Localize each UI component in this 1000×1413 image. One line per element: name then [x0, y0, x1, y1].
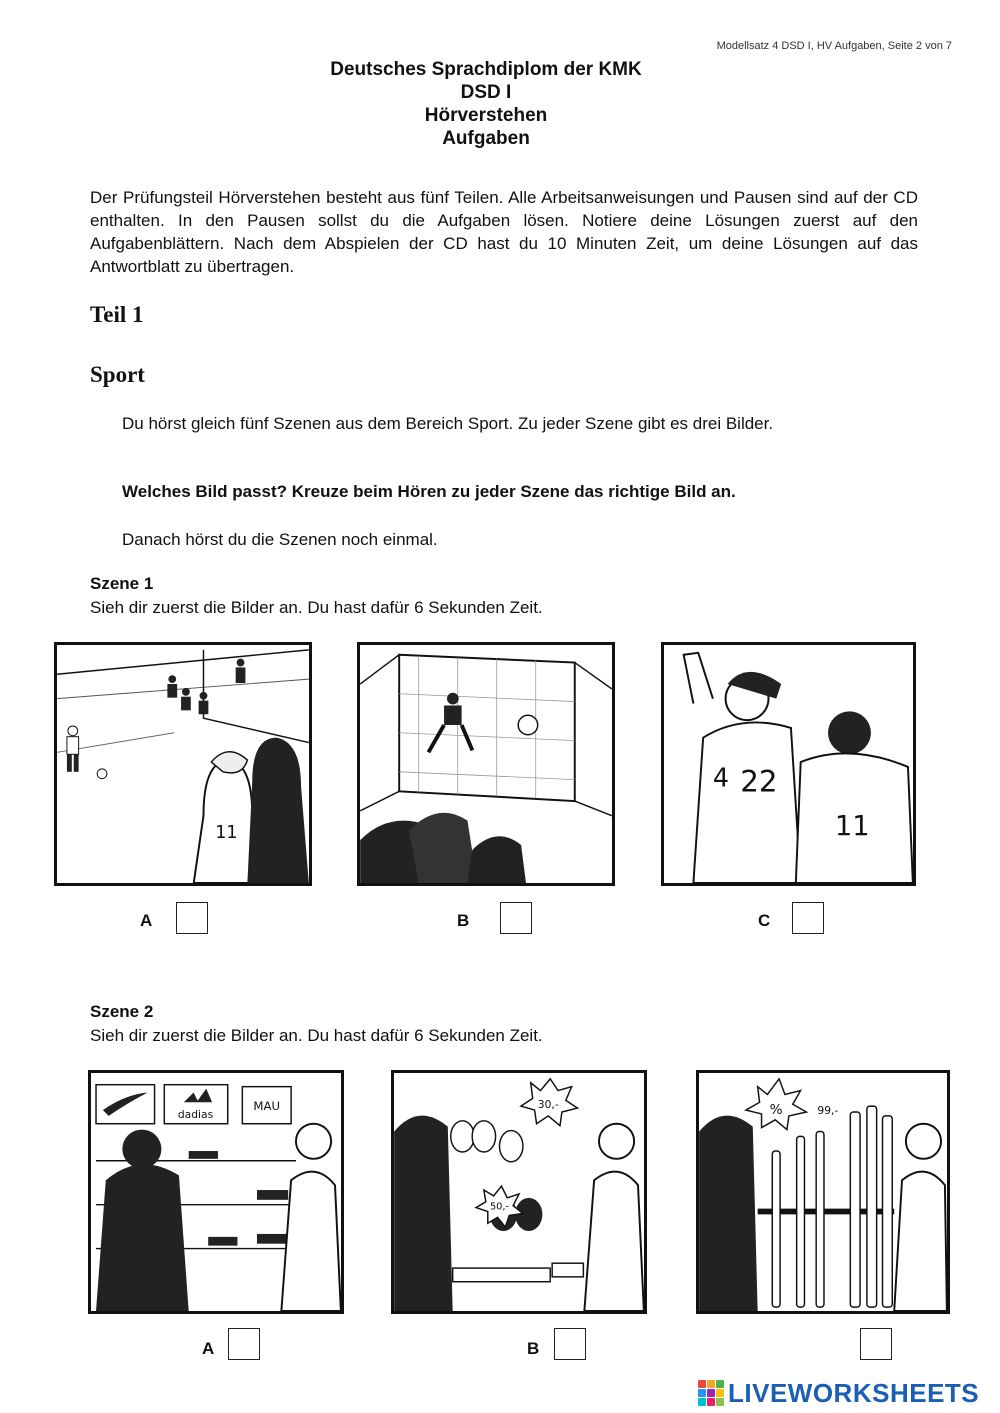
scene-2-option-a-checkbox[interactable]: [228, 1328, 260, 1360]
shoe-shop-illustration: [91, 1073, 341, 1311]
svg-text:4: 4: [712, 762, 730, 793]
title-line-1: Deutsches Sprachdiplom der KMK: [330, 59, 642, 80]
title-line-3: Hörverstehen: [424, 105, 548, 126]
scene-2-option-c-checkbox[interactable]: [860, 1328, 892, 1360]
svg-text:11: 11: [215, 823, 238, 844]
scene-1-option-c-checkbox[interactable]: [792, 902, 824, 934]
task-instruction: Welches Bild passt? Kreuze beim Hören zu jeder Szene das richtige Bild an.: [122, 482, 736, 501]
scene-2-option-b-checkbox[interactable]: [554, 1328, 586, 1360]
logo-grid-icon: [698, 1380, 724, 1406]
instruction-text: Du hörst gleich fünf Szenen aus dem Bereich Sport. Zu jeder Szene gibt es drei Bilder.: [122, 414, 774, 433]
scene-2-picture-c: [696, 1070, 950, 1314]
title-block: [0, 58, 972, 150]
scene-1-picture-b: [357, 642, 615, 886]
soccer-free-kick-illustration: [57, 645, 309, 883]
intro-paragraph: Der Prüfungsteil Hörverstehen besteht aus fünf Teilen. Alle Arbeitsanweisungen und Pausen sind auf der CD enthalten. In den Pausen sollst du die Aufgaben lösen. Notiere deine Lösungen zuerst auf den Aufgabenblättern. Nach dem Abspielen der CD hast du 10 Minuten Zeit, um deine Lösungen auf das Antwortblatt zu übertragen.: [90, 188, 918, 276]
scene-2-option-a-label: A: [202, 1339, 215, 1358]
scene-1-picture-a: [54, 642, 312, 886]
logo-text: LIVEWORKSHEETS: [728, 1377, 980, 1408]
topic-heading: Sport: [90, 362, 145, 387]
liveworksheets-logo: [698, 1378, 979, 1408]
repeat-note: Danach hörst du die Szenen noch einmal.: [122, 530, 438, 549]
scene-1-picture-c: [661, 642, 916, 886]
scene-2-option-b-label: B: [527, 1339, 540, 1358]
price-tag-1: 30,-: [537, 1098, 559, 1112]
shop-sign-b: MAU: [253, 1099, 281, 1114]
svg-text:22: 22: [740, 764, 778, 799]
scene-2-picture-a: [88, 1070, 344, 1314]
ski-shop-illustration: [699, 1073, 947, 1311]
scene-1-option-c-label: C: [758, 911, 771, 930]
scene-1-option-b-label: B: [457, 911, 470, 930]
price-tag-3: %: [769, 1101, 783, 1118]
scene-2-title: Szene 2: [90, 1002, 154, 1021]
boxing-gloves-shop-illustration: [394, 1073, 644, 1311]
scene-2-instruction: Sieh dir zuerst die Bilder an. Du hast dafür 6 Sekunden Zeit.: [90, 1026, 543, 1045]
scene-1-instruction: Sieh dir zuerst die Bilder an. Du hast dafür 6 Sekunden Zeit.: [90, 598, 543, 617]
scene-2-picture-b: [391, 1070, 647, 1314]
section-heading: Teil 1: [90, 302, 144, 327]
scene-1-option-a-checkbox[interactable]: [176, 902, 208, 934]
scene-1-option-a-label: A: [140, 911, 153, 930]
scene-1-title: Szene 1: [90, 574, 154, 593]
shop-sign-a: dadias: [177, 1107, 214, 1121]
players-celebrating-illustration: [664, 645, 913, 883]
goalkeeper-save-illustration: [360, 645, 612, 883]
title-line-2: DSD I: [460, 82, 512, 103]
scene-1-option-b-checkbox[interactable]: [500, 902, 532, 934]
price-tag-2: 50,-: [489, 1201, 510, 1213]
svg-text:11: 11: [834, 811, 870, 843]
title-line-4: Aufgaben: [442, 128, 530, 149]
price-tag-4: 99,-: [817, 1103, 839, 1117]
page-header-note: Modellsatz 4 DSD I, HV Aufgaben, Seite 2 von 7: [716, 40, 952, 52]
